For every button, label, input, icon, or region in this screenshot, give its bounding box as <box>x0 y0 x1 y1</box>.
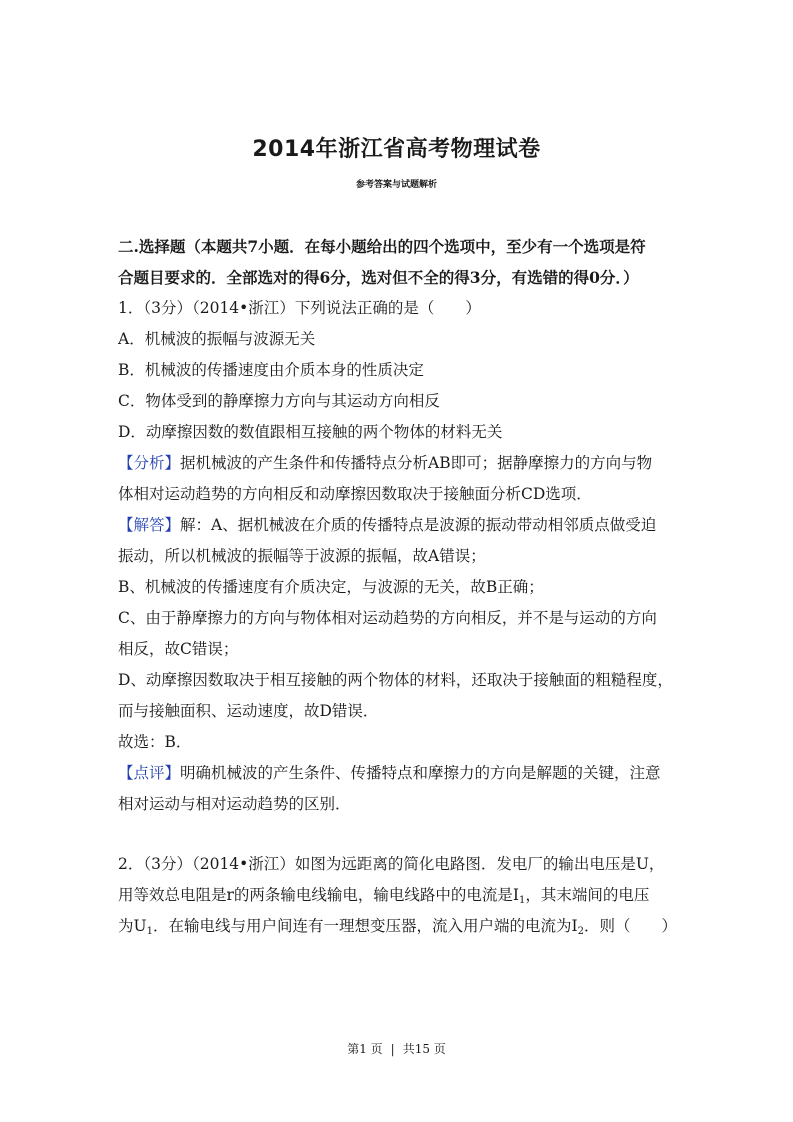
footer-divider: | <box>390 1042 395 1056</box>
answer-line-7: 而与接触面积、运动速度，故D错误． <box>118 702 379 720</box>
analysis-text-1: 据机械波的产生条件和传播特点分析AB即可；据静摩擦力的方向与物 <box>180 454 653 472</box>
comment-line-1 <box>118 758 680 789</box>
total-pages: 共15 页 <box>402 1042 446 1056</box>
answer-line-1 <box>118 510 680 541</box>
analysis-line-2: 体相对运动趋势的方向相反和动摩擦因数取决于接触面分析CD选项． <box>118 485 592 503</box>
subscript: 1 <box>146 926 153 937</box>
answer-line-4: C、由于静摩擦力的方向与物体相对运动趋势的方向相反，并不是与运动的方向 <box>118 609 657 627</box>
question-2-line-3-text-a: 为U <box>118 917 147 935</box>
question-2-line-3-text-c: ．则（ ） <box>583 917 677 935</box>
subscript: 2 <box>577 926 584 937</box>
analysis-line-1 <box>118 448 680 479</box>
page-footer <box>0 1040 793 1057</box>
choose-line: 故选：B． <box>118 733 192 751</box>
page-number: 第1 页 <box>347 1042 383 1056</box>
question-1-option-a: A．机械波的振幅与波源无关 <box>118 330 316 348</box>
question-2-line-2-text-b: ，其末端间的电压 <box>525 886 650 904</box>
question-1-option-c: C．物体受到的静摩擦力方向与其运动方向相反 <box>118 392 440 410</box>
subscript: 1 <box>519 895 526 906</box>
answer-tag: 【解答】 <box>118 516 181 534</box>
comment-text-1: 明确机械波的产生条件、传播特点和摩擦力的方向是解题的关键，注意 <box>180 764 661 782</box>
comment-line-2: 相对运动与相对运动趋势的区别． <box>118 795 351 813</box>
answer-line-6: D、动摩擦因数取决于相互接触的两个物体的材料，还取决于接触面的粗糙程度， <box>118 671 673 689</box>
answer-line-3: B、机械波的传播速度有介质决定，与波源的无关，故B正确； <box>118 578 544 596</box>
answer-line-2: 振动，所以机械波的振幅等于波源的振幅，故A错误； <box>118 547 486 565</box>
question-2-line-3-text-b: ．在输电线与用户间连有一理想变压器，流入用户端的电流为I <box>152 917 578 935</box>
answer-text-1: 解：A、据机械波在介质的传播特点是波源的振动带动相邻质点做受迫 <box>180 516 657 534</box>
document-title: 2014年浙江省高考物理试卷 <box>252 137 541 162</box>
analysis-tag: 【分析】 <box>118 454 181 472</box>
question-2-line-2-text-a: 用等效总电阻是r的两条输电线输电，输电线路中的电流是I <box>118 886 520 904</box>
question-1-option-b: B．机械波的传播速度由介质本身的性质决定 <box>118 361 424 379</box>
question-2-line-1: 2．（3分）（2014•浙江）如图为远距离的简化电路图．发电厂的输出电压是U， <box>118 855 665 873</box>
document-subtitle: 参考答案与试题解析 <box>355 180 437 190</box>
comment-tag: 【点评】 <box>118 764 181 782</box>
question-spacer <box>118 820 680 849</box>
section-heading-line-2: 合题目要求的．全部选对的得6分，选对但不全的得3分，有选错的得0分．） <box>118 268 639 287</box>
question-2-line-2 <box>118 880 680 911</box>
question-1-option-d: D．动摩擦因数的数值跟相互接触的两个物体的材料无关 <box>118 423 503 441</box>
document-body <box>118 231 680 942</box>
section-heading-line-1: 二.选择题（本题共7小题．在每小题给出的四个选项中，至少有一个选项是符 <box>118 237 646 256</box>
question-1-stem: 1．（3分）（2014•浙江）下列说法正确的是（ ） <box>118 299 481 317</box>
question-2-line-3 <box>118 911 680 942</box>
answer-line-5: 相反，故C错误； <box>118 640 239 658</box>
